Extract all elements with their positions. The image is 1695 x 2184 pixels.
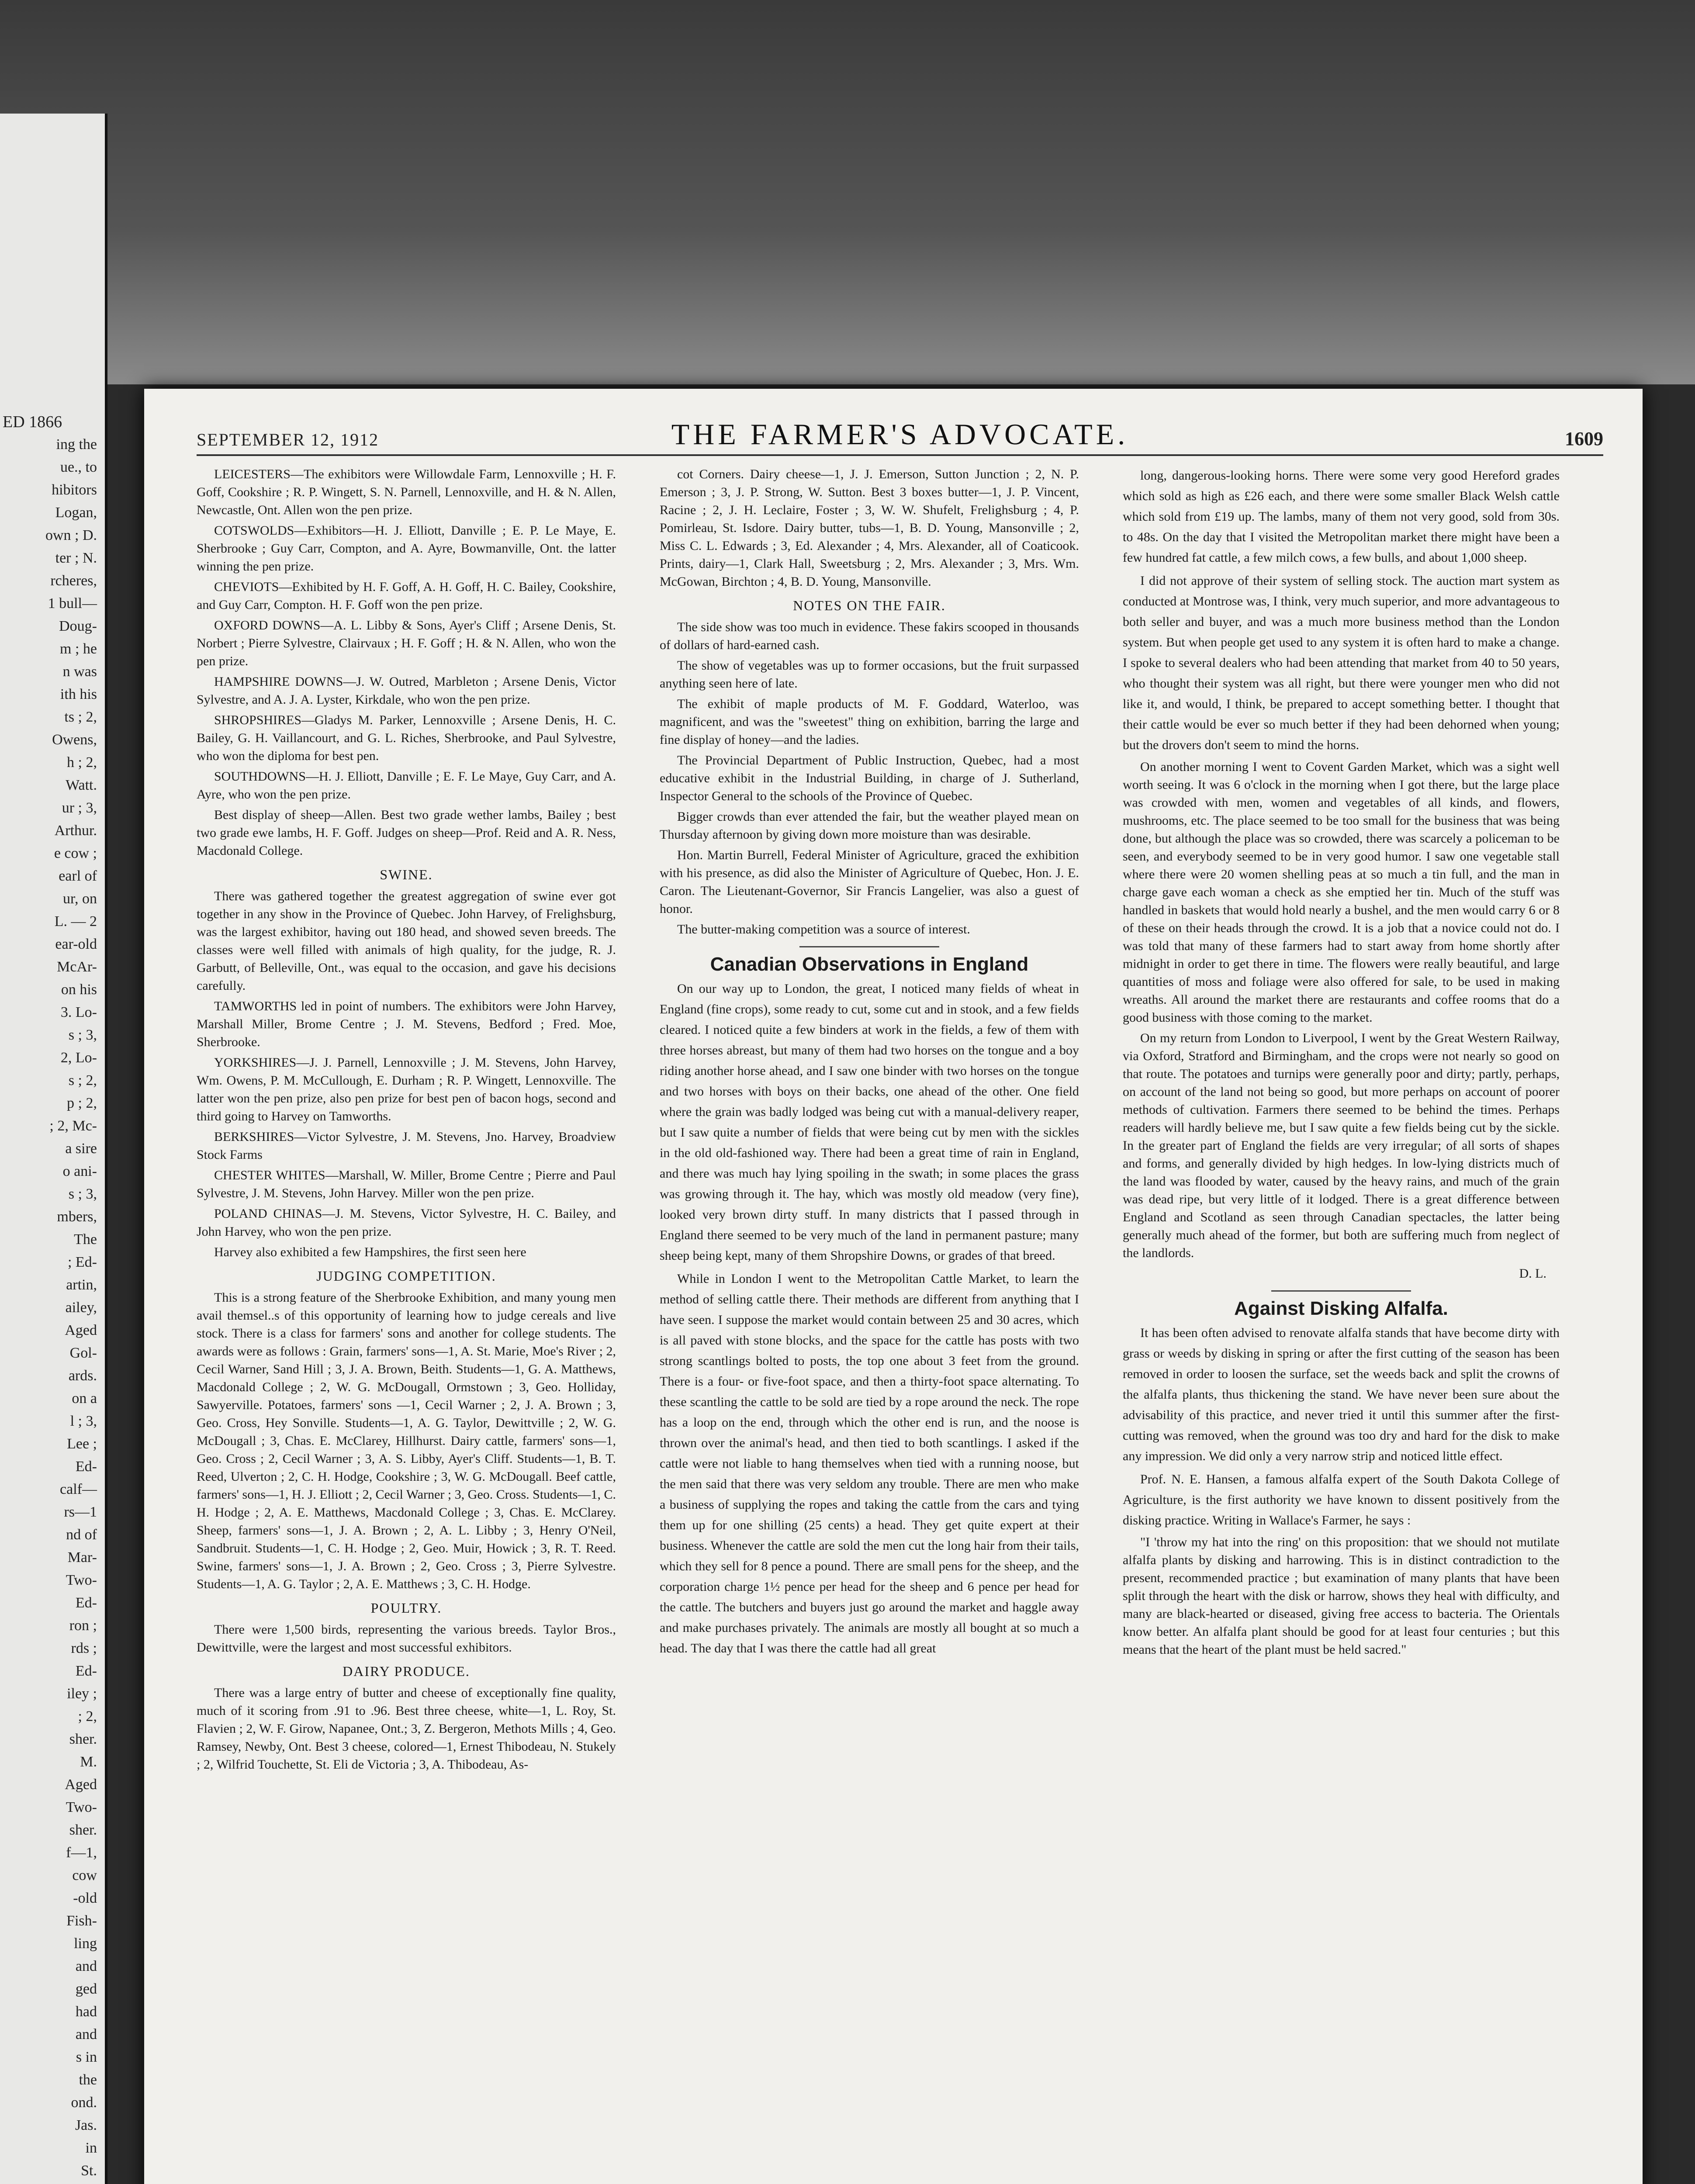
adjacent-page-fragment-line: rds ; (71, 1640, 97, 1656)
adjacent-page-fragment (0, 114, 107, 2184)
section-heading-swine: SWINE. (380, 867, 433, 882)
adjacent-page-fragment-line: Owens, (52, 732, 97, 748)
paragraph: The side show was too much in evidence. These fakirs scooped in thousands of dollars of hard-earned cash. (660, 620, 1079, 652)
paragraph: OXFORD DOWNS—A. L. Libby & Sons, Ayer's Cliff ; Arsene Denis, St. Norbert ; Pierre Sylvestre, Clairvaux ; H. F. Goff ; H. & N. Allen, who won the pen prize. (197, 618, 616, 668)
adjacent-page-fragment-line: artin, (66, 1277, 97, 1293)
adjacent-page-fragment-line: ur ; 3, (62, 800, 97, 816)
adjacent-page-fragment-line: in (85, 2140, 97, 2156)
section-heading-dairy: DAIRY PRODUCE. (342, 1663, 470, 1679)
paragraph: I did not approve of their system of selling stock. The auction mart system as conducted at Montrose was, I think, very much superior, and more advantageous to both seller and buyer, and was a much more business method than the London system. But when people get used to any system it is often hard to make a change. I spoke to several dealers who had been attending that market from 40 to 50 years, who thought their system was all right, but there were younger men who did not like it, and would, I think, be prepared to accept something better. I thought that their cattle would be ever so much better if they had been dehorned when young; but the drovers don't seem to mind the horns. (1123, 574, 1560, 752)
author-signature: D. L. (1519, 1266, 1546, 1281)
paragraph: The butter-making competition was a source of interest. (677, 922, 970, 936)
adjacent-page-fragment-line: Two- (66, 1572, 97, 1588)
adjacent-page-fragment-line: ron ; (69, 1617, 97, 1634)
section-heading-notes: NOTES ON THE FAIR. (793, 598, 946, 613)
adjacent-page-fragment-line: mbers, (57, 1209, 97, 1225)
paragraph: cot Corners. Dairy cheese—1, J. J. Emerson, Sutton Junction ; 2, N. P. Emerson ; 3, J. P. Strong, W. Sutton. Best 3 boxes butter—1, J. P. Vincent, Racine ; 2, J. H. Leclaire, Foster ; 3, W. W. Shufelt, Frelighsburg ; 4, P. Pomirleau, St. Isdore. Dairy butter, tubs—1, B. D. Young, Mansonville ; 2, Miss C. L. Edwards ; 3, Ed. Alexander ; 4, Mrs. Alexander, all of Coaticook. Prints, dairy—1, Clark Hall, Sweetsburg ; 2, Mrs. Alexander ; 3, Mrs. Wm. McGowan, Birchton ; 4, B. D. Young, Mansonville. (660, 467, 1079, 589)
column-3 (1123, 465, 1560, 2184)
adjacent-page-fragment-line: and (75, 2026, 97, 2042)
adjacent-page-fragment-line: Two- (66, 1799, 97, 1815)
paragraph: On our way up to London, the great, I noticed many fields of wheat in England (fine crops), some ready to cut, some cut and in stook, and a few fields cleared. I noticed quite a few binders at work in the fields, a few of them with three horses abreast, but many of them had two horses on the tongue and a boy riding another horse ahead, and I saw one binder with two horses on the tongue and two horses with boys on their backs, one ahead of the other. One field where the grain was badly lodged was being cut with a manual-delivery reaper, but I saw quite a number of fields that were being cut by men with the sickles in the old old-fashioned way. There had been a great time of rain in England, and there was much hay lying spoiling in the swath; in some places the grass was growing through it. The hay, which was mostly old meadow (very fine), looked very brown dirty stuff. In many districts that I passed through in England there seemed to be very much of the land in permanent pasture; many sheep being kept, many of them Shropshire Downs, or grades of that breed. (660, 981, 1079, 1263)
adjacent-page-fragment-line: ts ; 2, (64, 709, 97, 725)
adjacent-page-fragment-line: M. (80, 1754, 97, 1770)
paragraph: POLAND CHINAS—J. M. Stevens, Victor Sylvestre, H. C. Bailey, and John Harvey, who won the pen prize. (197, 1206, 616, 1239)
adjacent-page-fragment-line: e cow ; (54, 845, 97, 861)
adjacent-page-fragment-line: calf— (60, 1481, 97, 1497)
paragraph: HAMPSHIRE DOWNS—J. W. Outred, Marbleton ; Arsene Denis, Victor Sylvestre, and A. J. A. Lyster, Kirkdale, who won the pen prize. (197, 674, 616, 707)
paragraph: On another morning I went to Covent Garden Market, which was a sight well worth seeing. It was 6 o'clock in the morning when I got there, but the large place was crowded with men, women and vegetables of all kinds, and flowers, mushrooms, etc. The place seemed to be too small for the business that was being done, but although the place was so crowded, there was scarcely a policeman to be seen, and everybody seemed to be in very good humor. I saw one vegetable stall where there were 20 women shelling peas at so much a tin full, and the man in charge gave each woman a check as she emptied her tin. Much of the stuff was handled in baskets that would hold nearly a bushel, and the men would carry 6 or 8 of these on their heads through the crowd. It is a job that a novice could not do. I was told that many of these farmers had to start away from home shortly after midnight in order to get there in time. The flowers were really beautiful, and large quantities of moss and foliage were also offered for sale, to be used in making wreaths. All around the market there are restaurants and coffee rooms that do a good business with those coming to the market. (1123, 760, 1560, 1025)
adjacent-page-fragment-line: nd of (66, 1527, 97, 1543)
paragraph: It has been often advised to renovate alfalfa stands that have become dirty with grass or weeds by disking in spring or after the first cutting of the season has been removed in order to loosen the surface, set the weeds back and split the crowns of the alfalfa plants, thus thickening the stand. We have never been sure about the advisability of this practice, and never tried it until this summer after the first-cutting was removed, when the ground was too dry and hard for the disk to make any impression. We did only a very narrow strip and noticed little effect. (1123, 1326, 1560, 1463)
adjacent-page-fragment-line: o ani- (62, 1163, 97, 1179)
paragraph: Hon. Martin Burrell, Federal Minister of Agriculture, graced the exhibition with his presence, as did also the Minister of Agriculture of Quebec, Hon. J. E. Caron. The Lieutenant-Governor, Sir Francis Langelier, was also a guest of honor. (660, 848, 1079, 916)
adjacent-page-fragment-line: hibitors (52, 482, 97, 498)
adjacent-page-fragment-line: Mar- (67, 1549, 97, 1565)
adjacent-page-fragment-line: l ; 3, (70, 1413, 97, 1429)
masthead-title: THE FARMER'S ADVOCATE. (671, 418, 1129, 451)
adjacent-page-fragment-line: ond. (71, 2094, 97, 2111)
adjacent-page-fragment-line: earl of (59, 868, 97, 884)
adjacent-page-fragment-line: L. — 2 (54, 913, 97, 930)
paragraph: SHROPSHIRES—Gladys M. Parker, Lennoxville ; Arsene Denis, H. C. Bailey, G. H. Vaillancourt, and G. L. Riches, Sherbrooke, and Paul Sylvestre, who won the diploma for best pen. (197, 713, 616, 763)
paragraph: CHEVIOTS—Exhibited by H. F. Goff, A. H. Goff, H. C. Bailey, Cookshire, and Guy Carr, Compton. H. F. Goff won the pen prize. (197, 580, 616, 612)
adjacent-page-fragment-line: Ed- (75, 1595, 97, 1611)
adjacent-page-fragment-line: a sire (65, 1140, 97, 1157)
adjacent-page-fragment-line: rcheres, (50, 573, 97, 589)
adjacent-page-fragment-line: ; 2, (78, 1708, 97, 1724)
adjacent-page-fragment-line: m ; he (60, 641, 97, 657)
section-heading-poultry: POULTRY. (370, 1600, 442, 1616)
adjacent-page-fragment-line: ear-old (55, 936, 97, 952)
paragraph: There were 1,500 birds, representing the various breeds. Taylor Bros., Dewittville, were the largest and most successful exhibitors. (197, 1622, 616, 1655)
adjacent-page-fragment-line: Ed- (75, 1663, 97, 1679)
adjacent-page-fragment-line: on a (72, 1390, 97, 1406)
adjacent-page-fragment-line: Ed- (75, 1458, 97, 1475)
adjacent-page-fragment-line: f—1, (66, 1845, 97, 1861)
paragraph: While in London I went to the Metropolitan Cattle Market, to learn the method of selling cattle there. Their methods are different from anything that I have seen. I suppose the market would contain between 25 and 30 acres, which is all paved with stone blocks, and the space for the cattle has posts with two strong scantlings bolted to posts, the top one about 3 feet from the ground. There is a four- or five-foot space, and then a thirty-foot space alternating. To these scantling the cattle to be sold are tied by a rope around the neck. The rope has a loop on the end, through which the other end is run, and the noose is thrown over the animal's head, and then tied to both scantlings. I asked if the cattle were not liable to hang themselves when tied with a running noose, but the men said that there was very seldom any trouble. There are men who make a business of supplying the ropes and taking the cattle from the cars and tying them up for one shilling (25 cents) a head. They get quite expert at their business. Whenever the cattle are sold the men cut the long hair from their tails, which they sell for 8 pence a pound. There are small pens for the sheep, and the corporation charge 1½ pence per head for the sheep and 6 pence per head for the cattle. The butchers and buyers just go around the market and haggle away and make purchases privately. The animals are mostly all bought at so much a head. The day that I was there the cattle had all great (660, 1272, 1079, 1655)
adjacent-page-fragment-line: s ; 3, (68, 1186, 97, 1202)
adjacent-page-fragment-line: ling (74, 1935, 97, 1952)
article-title-against-disking: Against Disking Alfalfa. (1234, 1298, 1448, 1319)
adjacent-page-fragment-line: the (79, 2072, 97, 2088)
paragraph: TAMWORTHS led in point of numbers. The exhibitors were John Harvey, Marshall Miller, Brome Centre ; J. M. Stevens, Bedford ; Fred. Moe, Sherbrooke. (197, 999, 616, 1049)
paragraph: Harvey also exhibited a few Hampshires, the first seen here (214, 1245, 526, 1259)
divider-rule (1271, 1290, 1411, 1292)
adjacent-page-fragment-line: own ; D. (45, 527, 97, 543)
adjacent-page-fragment-line: rs—1 (64, 1504, 97, 1520)
adjacent-page-fragment-line: ing the (56, 436, 97, 453)
paragraph: LEICESTERS—The exhibitors were Willowdale Farm, Lennoxville ; H. F. Goff, Cookshire ; R. P. Wingett, S. N. Parnell, Lennoxville, and H. & N. Allen, Newcastle, Ont. Allen won the pen prize. (197, 467, 616, 517)
page-number: 1609 (1565, 428, 1603, 449)
section-heading-judging: JUDGING COMPETITION. (316, 1268, 496, 1284)
adjacent-page-fragment-line: ur, on (63, 891, 97, 907)
paragraph: Bigger crowds than ever attended the fair, but the weather played mean on Thursday afternoon by giving down more moisture than was desirable. (660, 809, 1079, 842)
adjacent-page-fragment-line: cow (72, 1867, 97, 1883)
paragraph: This is a strong feature of the Sherbrooke Exhibition, and many young men avail themsel..s of this opportunity of learning how to judge cereals and live stock. There is a class for farmers' sons and another for college students. The awards were as follows : Grain, farmers' sons—1, A. St. Marie, Moe's River ; 2, Cecil Warner, Sand Hill ; 3, J. A. Brown, Beith. Students—1, G. A. Matthews, Macdonald College ; 2, W. G. McDougall, Ormstown ; 3, Geo. Holliday, Sawyerville. Potatoes, farmers' sons —1, Cecil Warner ; 2, J. A. Brown ; 3, Geo. Cross, Hey Sonville. Students—1, A. G. Taylor, Dewittville ; 2, W. G. McDougall ; 3, Chas. E. McClarey, Hillhurst. Dairy cattle, farmers' sons—1, Geo. Cross ; 2, Cecil Warner ; 3, A. S. Libby, Ayer's Cliff. Students—1, B. T. Reed, Ulverton ; 2, C. H. Hodge, Cookshire ; 3, W. G. McDougall. Beef cattle, farmers' sons—1, H. J. Elliott ; 2, Cecil Warner ; 3, Geo. Cross. Students—1, C. H. Hodge ; 2, A. E. Matthews, Macdonald College ; 3, Chas. E. McClarey. Sheep, farmers' sons—1, J. A. Brown ; 2, A. L. Libby ; 3, Henry O'Neil, Sandbruit. Students—1, C. H. Hodge ; 2, Geo. Muir, Howick ; 3, R. T. Reed. Swine, farmers' sons—1, J. A. Brown ; 2, Geo. Cross ; 3, Pierre Sylvestre. Students—1, A. G. Taylor ; 2, A. E. Matthews ; 3, C. H. Hodge. (197, 1290, 616, 1591)
adjacent-page-fragment-line: 2, Lo- (60, 1050, 97, 1066)
adjacent-page-fragment-line: 1 bull— (48, 595, 97, 612)
article-title-canadian-observations: Canadian Observations in England (710, 954, 1029, 975)
adjacent-page-fragment-line: sher. (69, 1731, 97, 1747)
adjacent-page-fragment-line: and (75, 1958, 97, 1974)
adjacent-page-fragment-line: p ; 2, (67, 1095, 97, 1111)
adjacent-page-fragment-line: ue., to (60, 459, 97, 475)
adjacent-page-fragment-line: s ; 2, (68, 1072, 97, 1089)
paragraph: YORKSHIRES—J. J. Parnell, Lennoxville ; J. M. Stevens, John Harvey, Wm. Owens, P. M. McCullough, E. Durham ; R. P. Wingett, Lennoxville. The latter won the pen prize, also pen prize for best pen of bacon hogs, second and third going to Harvey on Tamworths. (197, 1055, 616, 1123)
paragraph: COTSWOLDS—Exhibitors—H. J. Elliott, Danville ; E. P. Le Maye, E. Sherbrooke ; Guy Carr, Compton, and A. Ayre, Bowmanville, Ont. the latter winning the pen prize. (197, 523, 616, 574)
adjacent-page-date: ED 1866 (3, 413, 62, 431)
paragraph: The exhibit of maple products of M. F. Goddard, Waterloo, was magnificent, and was the "sweetest" thing on exhibition, barring the large and fine display of honey—and the ladies. (660, 697, 1079, 747)
adjacent-page-fragment-line: s in (76, 2049, 97, 2065)
adjacent-page-fragment-line: ; 2, Mc- (49, 1118, 97, 1134)
newspaper-page (144, 389, 1643, 2184)
column-2 (660, 465, 1079, 2184)
adjacent-page-fragment-line: ith his (60, 686, 97, 702)
adjacent-page-fragment-line: Lee ; (67, 1436, 97, 1452)
adjacent-page-fragment-line: ter ; N. (55, 550, 97, 566)
paragraph: long, dangerous-looking horns. There were some very good Hereford grades which sold as high as £26 each, and there were some smaller Black Welsh cattle which sold from £19 up. The lambs, many of them not very good, sold from 30s. to 48s. On the day that I visited the Metropolitan market there might have been a few hundred fat cattle, a few milch cows, a few bulls, and about 1,000 sheep. (1123, 468, 1560, 565)
column-1 (197, 465, 616, 2184)
adjacent-page-fragment-line: ged (75, 1981, 97, 1997)
adjacent-page-fragment-line: Doug- (59, 618, 97, 634)
adjacent-page-fragment-line: The (74, 1231, 97, 1248)
paragraph: "I 'throw my hat into the ring' on this proposition: that we should not mutilate alfalfa plants by disking and harrowing. This is in distinct contradiction to the present, recommended practice ; but examination of many plants that have been split through the heart with the disk or harrow, shows they heal with difficulty, and many are black-hearted or diseased, giving free access to bacteria. The Orientals know better. An alfalfa plant should be good for at least four centuries ; but this means that the heart of the plant must be held sacred." (1123, 1535, 1560, 1657)
adjacent-page-fragment-line: Logan, (55, 505, 97, 521)
adjacent-page-fragment-line: Aged (65, 1776, 97, 1793)
adjacent-page-fragment-line: h ; 2, (67, 754, 97, 771)
adjacent-page-fragment-line: Gol- (69, 1345, 97, 1361)
paragraph: On my return from London to Liverpool, I went by the Great Western Railway, via Oxford, Stratford and Birmingham, and the crops were not nearly so good on that route. The potatoes and turnips were generally poor and dirty; partly, perhaps, on account of the land not being so good, but more perhaps on account of poorer methods of cultivation. Farmers there seemed to be behind the times. Perhaps readers will hardly believe me, but I saw quite a few fields being cut by the sickle. In the greater part of England the fields are very irregular; of all sorts of shapes and forms, and generally divided by high hedges. In low-lying districts much of the land was flooded by water, caused by the heavy rains, and much of the grain was dead ripe, but very little of it lodged. There is a great difference between England and Scotland as seen through Canadian spectacles, the latter being generally much ahead of the former, but both are suffering much from neglect of the landlords. (1123, 1031, 1560, 1260)
adjacent-page-fragment-line: s ; 3, (68, 1027, 97, 1043)
adjacent-page-fragment-line: Aged (65, 1322, 97, 1338)
adjacent-page-fragment-line: 3. Lo- (60, 1004, 97, 1020)
paragraph: SOUTHDOWNS—H. J. Elliott, Danville ; E. F. Le Maye, Guy Carr, and A. Ayre, who won the pen prize. (197, 769, 616, 802)
adjacent-page-fragment-line: -old (73, 1890, 97, 1906)
adjacent-page-fragment-line: McAr- (57, 959, 97, 975)
paragraph: CHESTER WHITES—Marshall, W. Miller, Brome Centre ; Pierre and Paul Sylvestre, J. M. Stevens, John Harvey. Miller won the pen prize. (197, 1168, 616, 1200)
scan-background-top (0, 0, 1695, 384)
adjacent-page-fragment-line: had (75, 2004, 97, 2020)
issue-date: SEPTEMBER 12, 1912 (197, 430, 379, 449)
adjacent-page-fragment-line: sher. (69, 1822, 97, 1838)
paragraph: There was gathered together the greatest aggregation of swine ever got together in any show in the Province of Quebec. John Harvey, of Frelighsburg, was the largest exhibitor, having out 180 head, and showed seven breeds. The classes were well filled with animals of high quality, for the judge, R. J. Garbutt, of Belleville, Ont., was equal to the occasion, and gave his decisions carefully. (197, 889, 616, 993)
divider-rule (799, 946, 939, 947)
adjacent-page-fragment-line: Jas. (75, 2117, 97, 2133)
paragraph: BERKSHIRES—Victor Sylvestre, J. M. Stevens, Jno. Harvey, Broadview Stock Farms (197, 1130, 616, 1162)
adjacent-page-fragment-line: ailey, (65, 1299, 97, 1316)
adjacent-page-fragment-line: ; Ed- (67, 1254, 97, 1270)
paragraph: Prof. N. E. Hansen, a famous alfalfa expert of the South Dakota College of Agriculture, is the first authority we have known to dissent positively from the disking practice. Writing in Wallace's Farmer, he says : (1123, 1472, 1560, 1527)
adjacent-page-fragment-line: iley ; (67, 1686, 97, 1702)
page-header (197, 415, 1603, 456)
adjacent-page-fragment-line: Fish- (66, 1913, 97, 1929)
adjacent-page-fragment-line: n was (62, 663, 97, 680)
adjacent-page-fragment-line: ards. (68, 1368, 97, 1384)
adjacent-page-fragment-line: St. (81, 2163, 97, 2179)
adjacent-page-text (0, 433, 105, 2184)
adjacent-page-fragment-line: Arthur. (54, 822, 97, 839)
paragraph: There was a large entry of butter and cheese of exceptionally fine quality, much of it scoring from .91 to .96. Best three cheese, white—1, L. Roy, St. Flavien ; 2, W. F. Girow, Napanee, Ont.; 3, Z. Bergeron, Methots Mills ; 4, Geo. Ramsey, Newby, Ont. Best 3 cheese, colored—1, Ernest Thibodeau, N. Stukely ; 2, Wilfrid Touchette, St. Eli de Victoria ; 3, A. Thibodeau, As- (197, 1686, 616, 1772)
adjacent-page-fragment-line: on his (61, 981, 97, 998)
paragraph: The show of vegetables was up to former occasions, but the fruit surpassed anything seen here of late. (660, 658, 1079, 691)
adjacent-page-fragment-line: Watt. (66, 777, 97, 793)
paragraph: Best display of sheep—Allen. Best two grade wether lambs, Bailey ; best two grade ewe lambs, H. F. Goff. Judges on sheep—Prof. Reid and A. R. Ness, Macdonald College. (197, 808, 616, 858)
paragraph: The Provincial Department of Public Instruction, Quebec, had a most educative exhibit in the Industrial Building, in charge of J. Sutherland, Inspector General to the schools of the Province of Quebec. (660, 753, 1079, 803)
adjacent-page-fragment-line (0, 2182, 105, 2184)
